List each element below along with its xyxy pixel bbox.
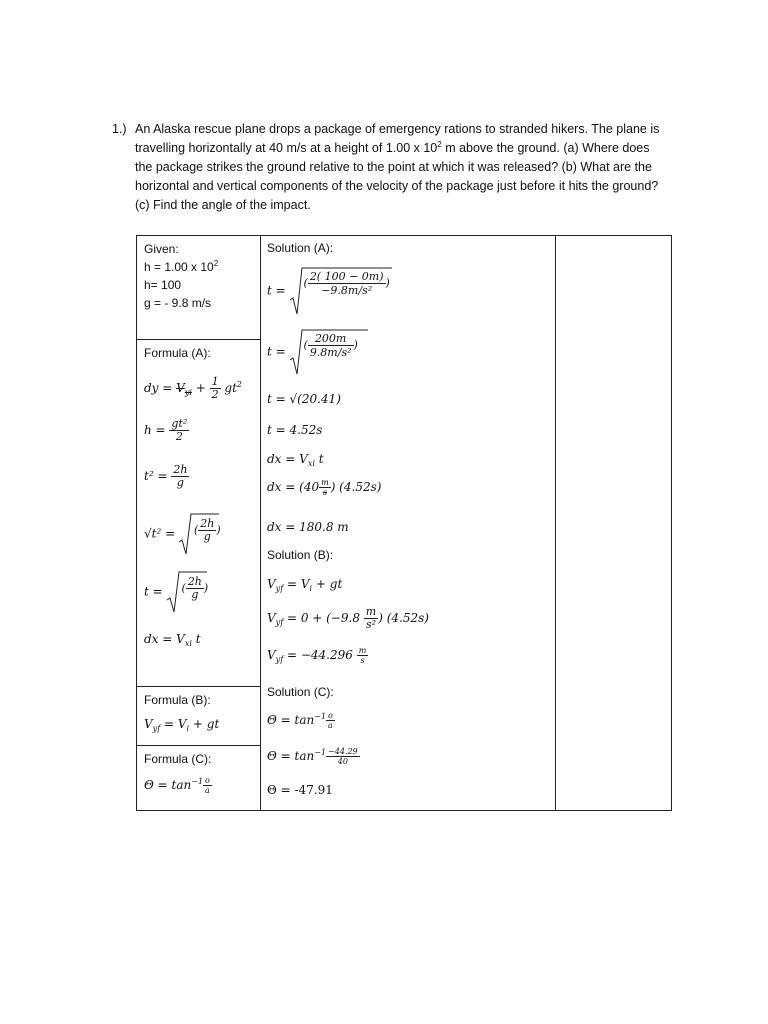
solution-a-step2: t = ( $\frac{200m}{\text{9.8m/s²}}$ ) xyxy=(267,328,368,376)
solution-b-step2: $V_{yf} = 0 + (-9.8$ $\frac{m}{\text{s²}}$ ) (4.52s) xyxy=(267,605,429,631)
solution-a-step7: dx = 180.8 m xyxy=(267,520,349,534)
formula-a-eq4: √t² = ( $\frac{2h}{g}$ ) xyxy=(144,512,219,556)
solution-c-step2: $\Theta = \tan^{-1}$ $\frac{-44.29}{40}$ xyxy=(267,747,358,766)
formula-a-cell xyxy=(137,340,260,687)
formula-a-eq5: t = ( $\frac{2h}{g}$ ) xyxy=(144,570,207,614)
problem-statement xyxy=(112,120,677,215)
solution-b-step1: $V_{yf} = V_i$ + gt xyxy=(267,577,343,593)
solution-c-step1: $\Theta = \tan^{-1}$ $\frac{o}{a}$ xyxy=(267,711,333,730)
empty-column xyxy=(555,236,673,810)
formula-a-eq2: h = $\frac{\text{gt²}}{2}$ xyxy=(144,417,188,443)
given-cell xyxy=(137,236,260,340)
solution-c-step3: Θ = -47.91 xyxy=(267,783,333,797)
solution-a-step5: dx = $V_{xi}$ t xyxy=(267,452,324,468)
formula-b-label: Formula (B): xyxy=(144,693,211,707)
formula-a-eq6: dx = $V_{xi}$ t xyxy=(144,632,201,648)
problem-line-5: (c) Find the angle of the impact. xyxy=(135,198,311,212)
solution-a-step1: t = ( $\frac{2( 100 - 0m)}{\text{−9.8m/s²}}$ ) xyxy=(267,266,392,316)
solution-table xyxy=(136,235,672,811)
solution-a-step3: t = √(20.41) xyxy=(267,392,341,406)
problem-number: 1.) xyxy=(112,122,127,136)
given-h1: h = 1.00 x $10^2$ xyxy=(144,259,219,274)
problem-line-2: travelling horizontally at 40 m/s at a height of 1.00 x $10^2$ m above the ground. (a) Where does xyxy=(135,140,650,155)
problem-line-4: horizontal and vertical components of the velocity of the package just before it hits the ground? xyxy=(135,179,659,193)
solution-c-label: Solution (C): xyxy=(267,685,334,699)
problem-line-1: An Alaska rescue plane drops a package of emergency rations to stranded hikers. The plane is xyxy=(135,122,660,136)
solution-a-step4: t = 4.52s xyxy=(267,423,323,437)
formula-a-label: Formula (A): xyxy=(144,346,211,360)
solution-b-label: Solution (B): xyxy=(267,548,334,562)
formula-c-eq: $\Theta = \tan^{-1}$ $\frac{o}{a}$ xyxy=(144,776,210,795)
formula-b-eq: $V_{yf} = V_i$ + gt xyxy=(144,717,220,733)
given-label: Given: xyxy=(144,242,179,256)
solution-a-label: Solution (A): xyxy=(267,241,334,255)
formula-b-cell xyxy=(137,687,260,746)
solution-b-step3: $V_{yf} = -44.296$ $\frac{m}{s}$ xyxy=(267,646,367,665)
given-g: g = - 9.8 m/s xyxy=(144,296,212,310)
formula-a-eq1: dy = $V_{yi}$ + $\frac{1}{2}$ $gt^2$ xyxy=(144,375,243,401)
solution-column xyxy=(260,236,556,810)
formula-c-cell xyxy=(137,746,260,812)
given-h2: h= 100 xyxy=(144,278,182,292)
formula-a-eq3: t² = $\frac{2h}{g}$ xyxy=(144,463,188,489)
problem-line-3: the package strikes the ground relative to the point at which it was released? (b) What are the xyxy=(135,160,652,174)
given-formula-column xyxy=(137,236,261,810)
solution-a-step6: dx = (40 $\frac{m}{s}$ ) (4.52s) xyxy=(267,478,382,497)
formula-c-label: Formula (C): xyxy=(144,752,212,766)
